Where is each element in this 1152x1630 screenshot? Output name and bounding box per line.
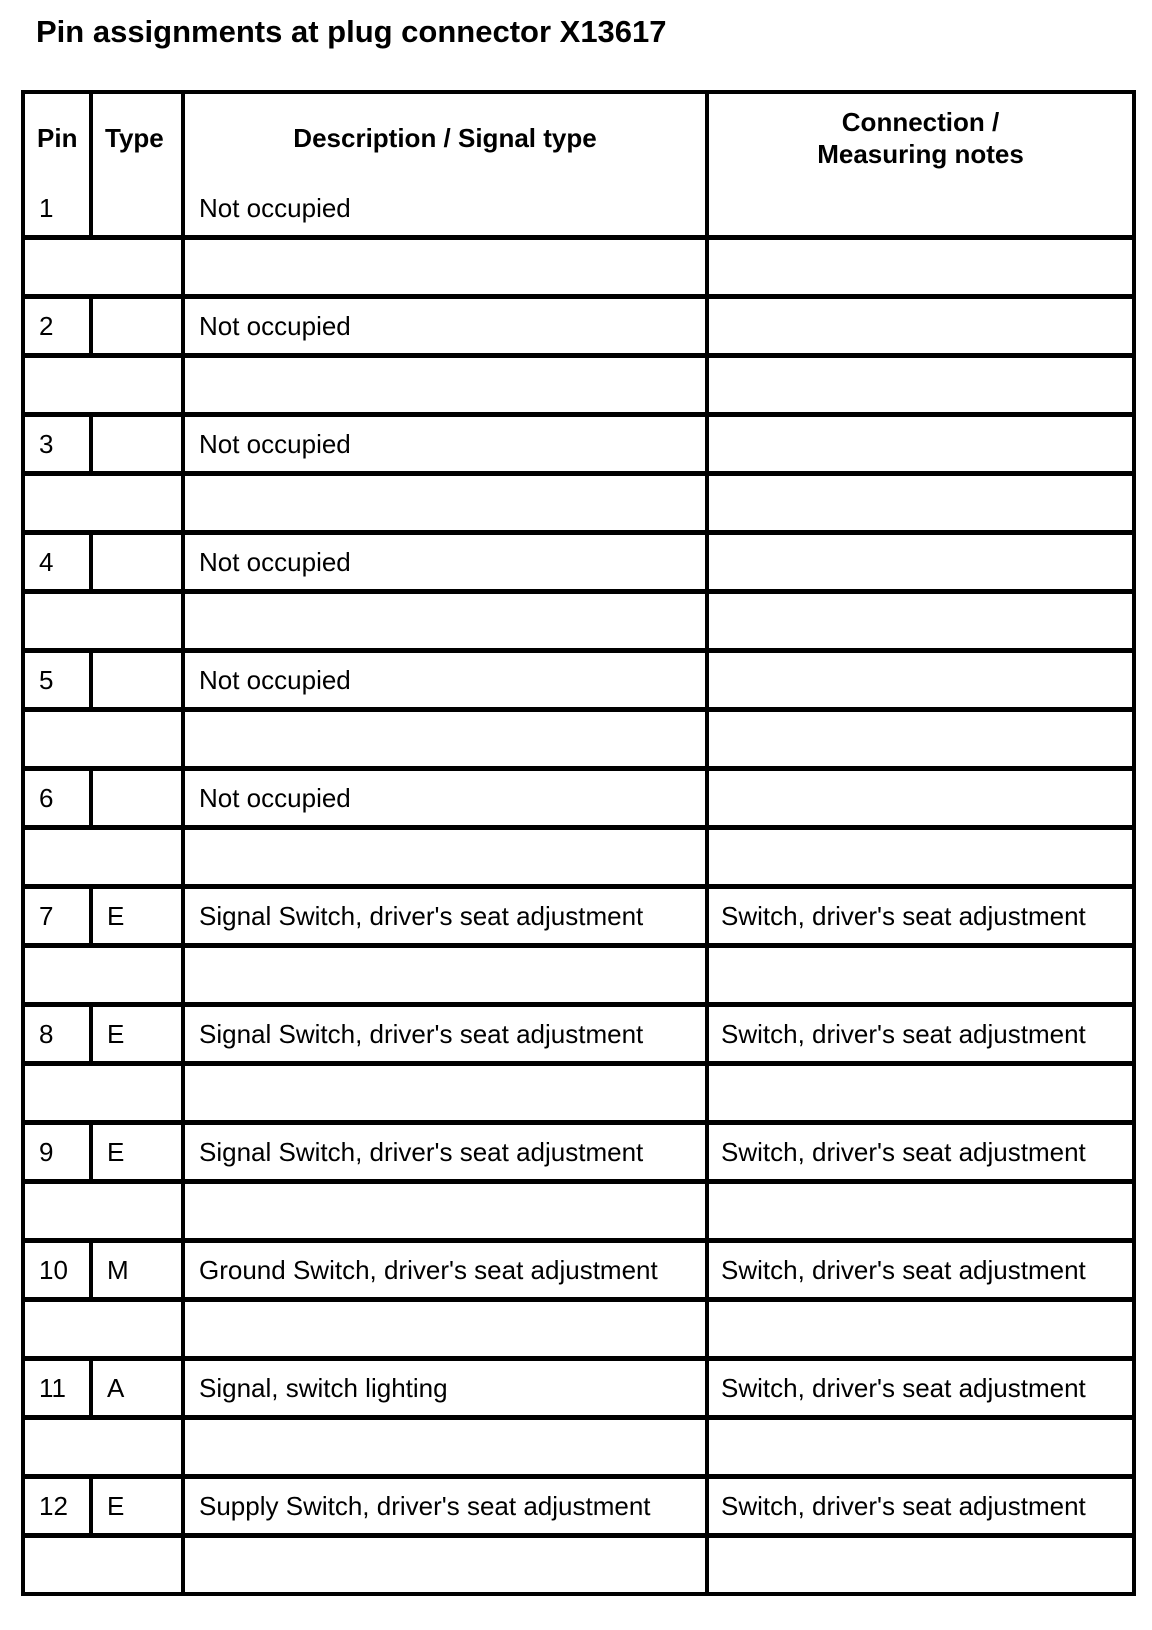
table-cell-notes: Switch, driver's seat adjustment (709, 1243, 1132, 1302)
table-cell-description: Supply Switch, driver's seat adjustment (185, 1479, 709, 1538)
spacer-cell (185, 712, 709, 771)
spacer-cell (25, 240, 185, 299)
table-cell-pin: 9 (25, 1125, 93, 1184)
table-cell-description: Not occupied (185, 417, 709, 476)
table-cell-pin: 10 (25, 1243, 93, 1302)
column-header-notes (709, 94, 1132, 181)
table-cell-notes: Switch, driver's seat adjustment (709, 1479, 1132, 1538)
table-cell-pin: 4 (25, 535, 93, 594)
table-cell-description: Not occupied (185, 535, 709, 594)
spacer-cell (25, 1538, 185, 1592)
table-cell-pin: 5 (25, 653, 93, 712)
spacer-cell (25, 1302, 185, 1361)
spacer-cell (185, 1066, 709, 1125)
spacer-cell (709, 712, 1132, 771)
table-cell-notes (709, 653, 1132, 712)
table-cell-notes: Switch, driver's seat adjustment (709, 889, 1132, 948)
table-row (25, 299, 1132, 358)
table-cell-type (93, 299, 185, 358)
spacer-cell (25, 1066, 185, 1125)
table-body (25, 181, 1132, 1592)
table-cell-type (93, 653, 185, 712)
table-row (25, 1479, 1132, 1538)
spacer-cell (25, 1420, 185, 1479)
spacer-cell (709, 1302, 1132, 1361)
table-cell-type (93, 417, 185, 476)
spacer-cell (25, 830, 185, 889)
column-header-notes-line2: Measuring notes (817, 138, 1024, 169)
table-spacer-row (25, 1420, 1132, 1479)
table-cell-type: E (93, 1007, 185, 1066)
spacer-cell (185, 948, 709, 1007)
table-spacer-row (25, 240, 1132, 299)
table-cell-description: Signal Switch, driver's seat adjustment (185, 1125, 709, 1184)
table-cell-type (93, 535, 185, 594)
table-cell-type: A (93, 1361, 185, 1420)
spacer-cell (185, 1538, 709, 1592)
spacer-cell (709, 948, 1132, 1007)
table-header-row (25, 94, 1132, 181)
table-cell-description: Signal Switch, driver's seat adjustment (185, 1007, 709, 1066)
spacer-cell (709, 358, 1132, 417)
table-cell-notes (709, 417, 1132, 476)
spacer-cell (709, 1066, 1132, 1125)
table-cell-notes (709, 771, 1132, 830)
spacer-cell (25, 1184, 185, 1243)
table-spacer-row (25, 830, 1132, 889)
table-row (25, 417, 1132, 476)
table-cell-type: E (93, 889, 185, 948)
table-cell-notes (709, 535, 1132, 594)
spacer-cell (185, 594, 709, 653)
spacer-cell (709, 594, 1132, 653)
spacer-cell (25, 476, 185, 535)
table-cell-type (93, 181, 185, 240)
table-cell-type: M (93, 1243, 185, 1302)
spacer-cell (709, 1184, 1132, 1243)
spacer-cell (25, 358, 185, 417)
table-cell-pin: 7 (25, 889, 93, 948)
table-row (25, 1007, 1132, 1066)
spacer-cell (185, 240, 709, 299)
table-spacer-row (25, 594, 1132, 653)
table-row (25, 1361, 1132, 1420)
table-cell-notes (709, 299, 1132, 358)
table-cell-pin: 11 (25, 1361, 93, 1420)
table-cell-description: Ground Switch, driver's seat adjustment (185, 1243, 709, 1302)
spacer-cell (25, 948, 185, 1007)
table-spacer-row (25, 476, 1132, 535)
table-cell-type: E (93, 1125, 185, 1184)
spacer-cell (25, 594, 185, 653)
table-row (25, 889, 1132, 948)
column-header-notes-line1: Connection / (841, 106, 1000, 137)
pin-assignment-table (21, 90, 1136, 1596)
table-cell-pin: 12 (25, 1479, 93, 1538)
table-spacer-row (25, 1538, 1132, 1592)
column-header-pin: Pin (25, 94, 93, 181)
table-spacer-row (25, 712, 1132, 771)
table-cell-description: Signal Switch, driver's seat adjustment (185, 889, 709, 948)
table-cell-notes: Switch, driver's seat adjustment (709, 1125, 1132, 1184)
table-cell-description: Not occupied (185, 771, 709, 830)
spacer-cell (185, 476, 709, 535)
spacer-cell (709, 476, 1132, 535)
table-spacer-row (25, 1184, 1132, 1243)
table-spacer-row (25, 358, 1132, 417)
column-header-type: Type (93, 94, 185, 181)
table-row (25, 1125, 1132, 1184)
spacer-cell (185, 1184, 709, 1243)
spacer-cell (25, 712, 185, 771)
spacer-cell (185, 1420, 709, 1479)
table-cell-pin: 3 (25, 417, 93, 476)
table-row (25, 535, 1132, 594)
table-row (25, 181, 1132, 240)
spacer-cell (185, 358, 709, 417)
page-title: Pin assignments at plug connector X13617 (36, 14, 667, 49)
table-cell-pin: 6 (25, 771, 93, 830)
table-cell-notes: Switch, driver's seat adjustment (709, 1361, 1132, 1420)
table-cell-pin: 2 (25, 299, 93, 358)
table-row (25, 1243, 1132, 1302)
table-spacer-row (25, 1302, 1132, 1361)
table-cell-notes: Switch, driver's seat adjustment (709, 1007, 1132, 1066)
column-header-description: Description / Signal type (185, 94, 709, 181)
spacer-cell (709, 1538, 1132, 1592)
spacer-cell (185, 830, 709, 889)
table-cell-description: Not occupied (185, 299, 709, 358)
table-spacer-row (25, 948, 1132, 1007)
spacer-cell (709, 1420, 1132, 1479)
table-cell-pin: 8 (25, 1007, 93, 1066)
table-spacer-row (25, 1066, 1132, 1125)
table-cell-description: Signal, switch lighting (185, 1361, 709, 1420)
spacer-cell (709, 830, 1132, 889)
table-cell-notes (709, 181, 1132, 240)
table-cell-pin: 1 (25, 181, 93, 240)
spacer-cell (185, 1302, 709, 1361)
table-cell-type (93, 771, 185, 830)
table-cell-description: Not occupied (185, 181, 709, 240)
table-row (25, 771, 1132, 830)
spacer-cell (709, 240, 1132, 299)
table-cell-type: E (93, 1479, 185, 1538)
table-cell-description: Not occupied (185, 653, 709, 712)
table-row (25, 653, 1132, 712)
